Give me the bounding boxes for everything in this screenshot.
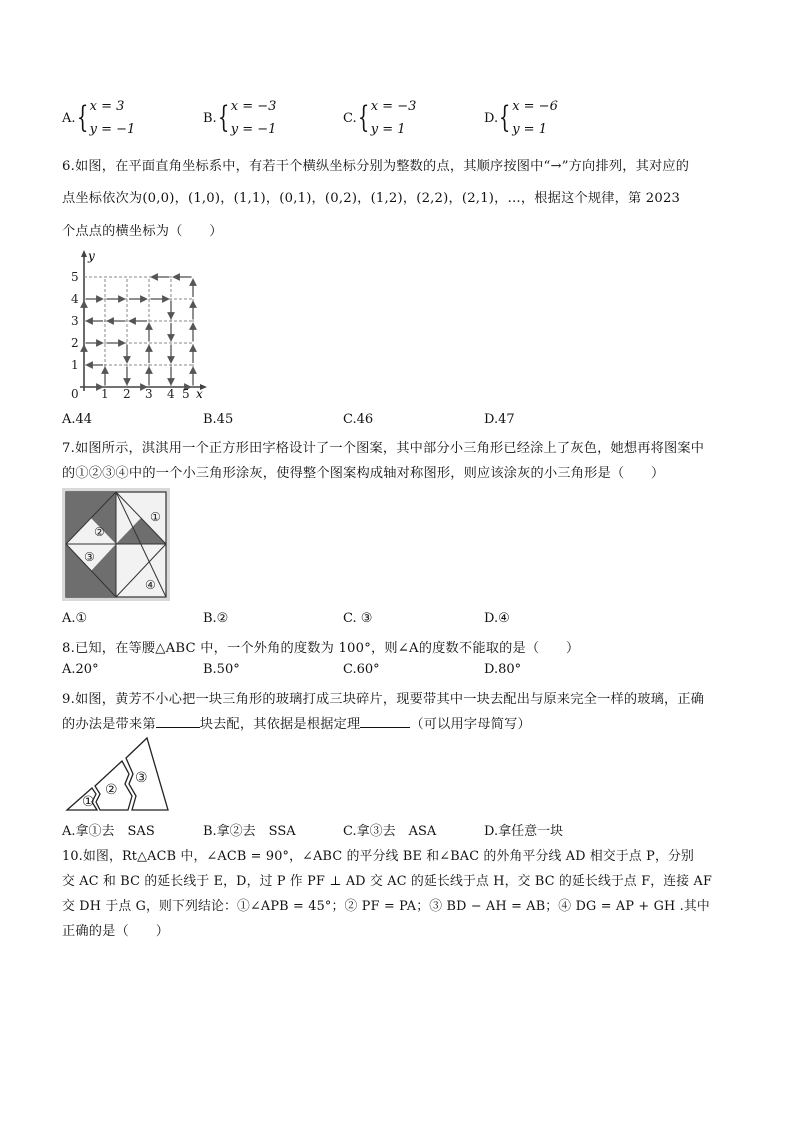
y-tick-label: 3 [71,314,79,328]
q10-stem-line-2: 交 AC 和 BC 的延长线于 E，D，过 P 作 PF ⊥ AD 交 AC 的延长线于点 H，交 BC 的延长线于点 F，连接 AF [62,874,713,889]
q6-stem-line-1: 6.如图，在平面直角坐标系中，有若干个横纵坐标分别为整数的点，其顺序按图中“→”方向排列，其对应的 [62,159,690,174]
q7-option-a: A.① [62,611,88,626]
option-letter: B. [203,110,217,126]
q8-stem-line-1: 8.已知，在等腰△ABC 中，一个外角的度数为 100°，则∠A的度数不能取的是（ ） [62,641,580,656]
triangle-label-2: ② [94,525,105,539]
q8-option-a: A.20° [62,662,99,677]
q8-option-d: D.80° [484,662,522,677]
y-axis-label: y [88,249,95,263]
x-tick-label: 2 [123,387,131,400]
q6-option-c: C.46 [343,412,374,427]
x-tick-label: 3 [145,387,153,400]
q7-square-pattern [62,488,170,601]
y-tick-label: 1 [71,358,79,372]
fragment-label-3: ③ [135,770,148,786]
q6-lattice-figure [62,246,212,400]
q5-option-b [203,95,276,141]
answer-blank[interactable] [156,715,200,728]
q7-option-b: B.② [203,611,229,626]
x-tick-label: 4 [167,387,175,400]
q5-option-a [62,95,135,141]
q7-option-d: D.④ [484,611,510,626]
q6-option-d: D.47 [484,412,515,427]
q9-option-c: C.拿③去 ASA [343,824,437,839]
x-axis-label: x [196,387,203,400]
x-tick-label: 0 [71,387,79,400]
equation-row: y = 1 [512,122,547,137]
q10-stem-line-3: 交 DH 于点 G，则下列结论：①∠APB = 45°；② PF = PA；③ BD − AH = AB；④ DG = AP + GH .其中 [62,899,710,914]
equation-row: y = −1 [89,122,136,137]
y-tick-label: 5 [71,270,79,284]
q7-stem-line-1: 7.如图所示，淇淇用一个正方形田字格设计了一个图案，其中部分小三角形已经涂上了灰色，她想再将图案中 [62,441,705,456]
fragment-label-2: ② [105,782,118,798]
sequence-arrows [84,277,193,387]
q8-option-c: C.60° [343,662,380,677]
brace-icon: { [76,100,88,135]
x-tick-label: 1 [101,387,109,400]
equation-row: x = −6 [512,99,558,114]
triangle-label-1: ① [150,510,161,524]
equation-row: x = 3 [89,99,125,114]
triangle-label-4: ④ [145,578,156,592]
y-axis-arrow-icon [81,250,87,257]
q9-stem-text: （可以用字母简写） [410,717,531,732]
q5-option-c [343,95,416,141]
brace-icon: { [217,100,229,135]
q9-option-d: D.拿任意一块 [484,824,564,839]
q5-option-d [484,95,558,141]
q6-option-b: B.45 [203,412,234,427]
triangle-label-3: ③ [84,550,95,564]
brace-icon: { [498,100,511,135]
option-letter: D. [484,110,499,126]
option-letter: A. [62,110,76,126]
q9-stem-line-2 [62,713,531,732]
equation-row: x = −3 [230,99,277,114]
fragment-label-1: ① [82,794,95,810]
q9-option-b: B.拿②去 SSA [203,824,296,839]
q9-stem-text: 的办法是带来第 [62,717,156,732]
q7-option-c: C. ③ [343,611,373,626]
q6-option-a: A.44 [62,412,93,427]
equation-row: x = −3 [370,99,417,114]
x-tick-label: 5 [182,387,190,400]
q6-stem-line-3: 个点点的横坐标为（ ） [62,224,223,239]
option-letter: C. [343,110,357,126]
q7-stem-line-2: 的①②③④中的一个小三角形涂灰，使得整个图案构成轴对称图形，则应该涂灰的小三角形是（ ） [62,466,665,481]
y-tick-label: 2 [71,336,79,350]
equation-row: y = 1 [370,122,406,137]
q8-option-b: B.50° [203,662,240,677]
y-tick-label: 4 [71,292,79,306]
q9-stem-text: 块去配，其依据是根据定理 [199,717,361,732]
answer-blank[interactable] [360,715,410,728]
equation-row: y = −1 [230,122,277,137]
q10-stem-line-4: 正确的是（ ） [62,924,170,939]
q6-stem-line-2: 点坐标依次为(0,0)，(1,0)，(1,1)，(0,1)，(0,2)，(1,2)，(2,2)，(2,1)，…，根据这个规律，第 2023 [62,191,681,206]
dashed-grid [84,277,193,387]
q10-stem-line-1: 10.如图，Rt△ACB 中，∠ACB = 90°，∠ABC 的平分线 BE 和∠BAC 的外角平分线 AD 相交于点 P，分别 [62,849,694,864]
brace-icon: { [357,100,369,135]
q9-stem-line-1: 9.如图，黄芳不小心把一块三角形的玻璃打成三块碎片，现要带其中一块去配出与原来完全一样的玻璃，正确 [62,692,705,707]
q9-option-a: A.拿①去 SAS [62,824,155,839]
q9-glass-fragments-figure [62,736,172,814]
